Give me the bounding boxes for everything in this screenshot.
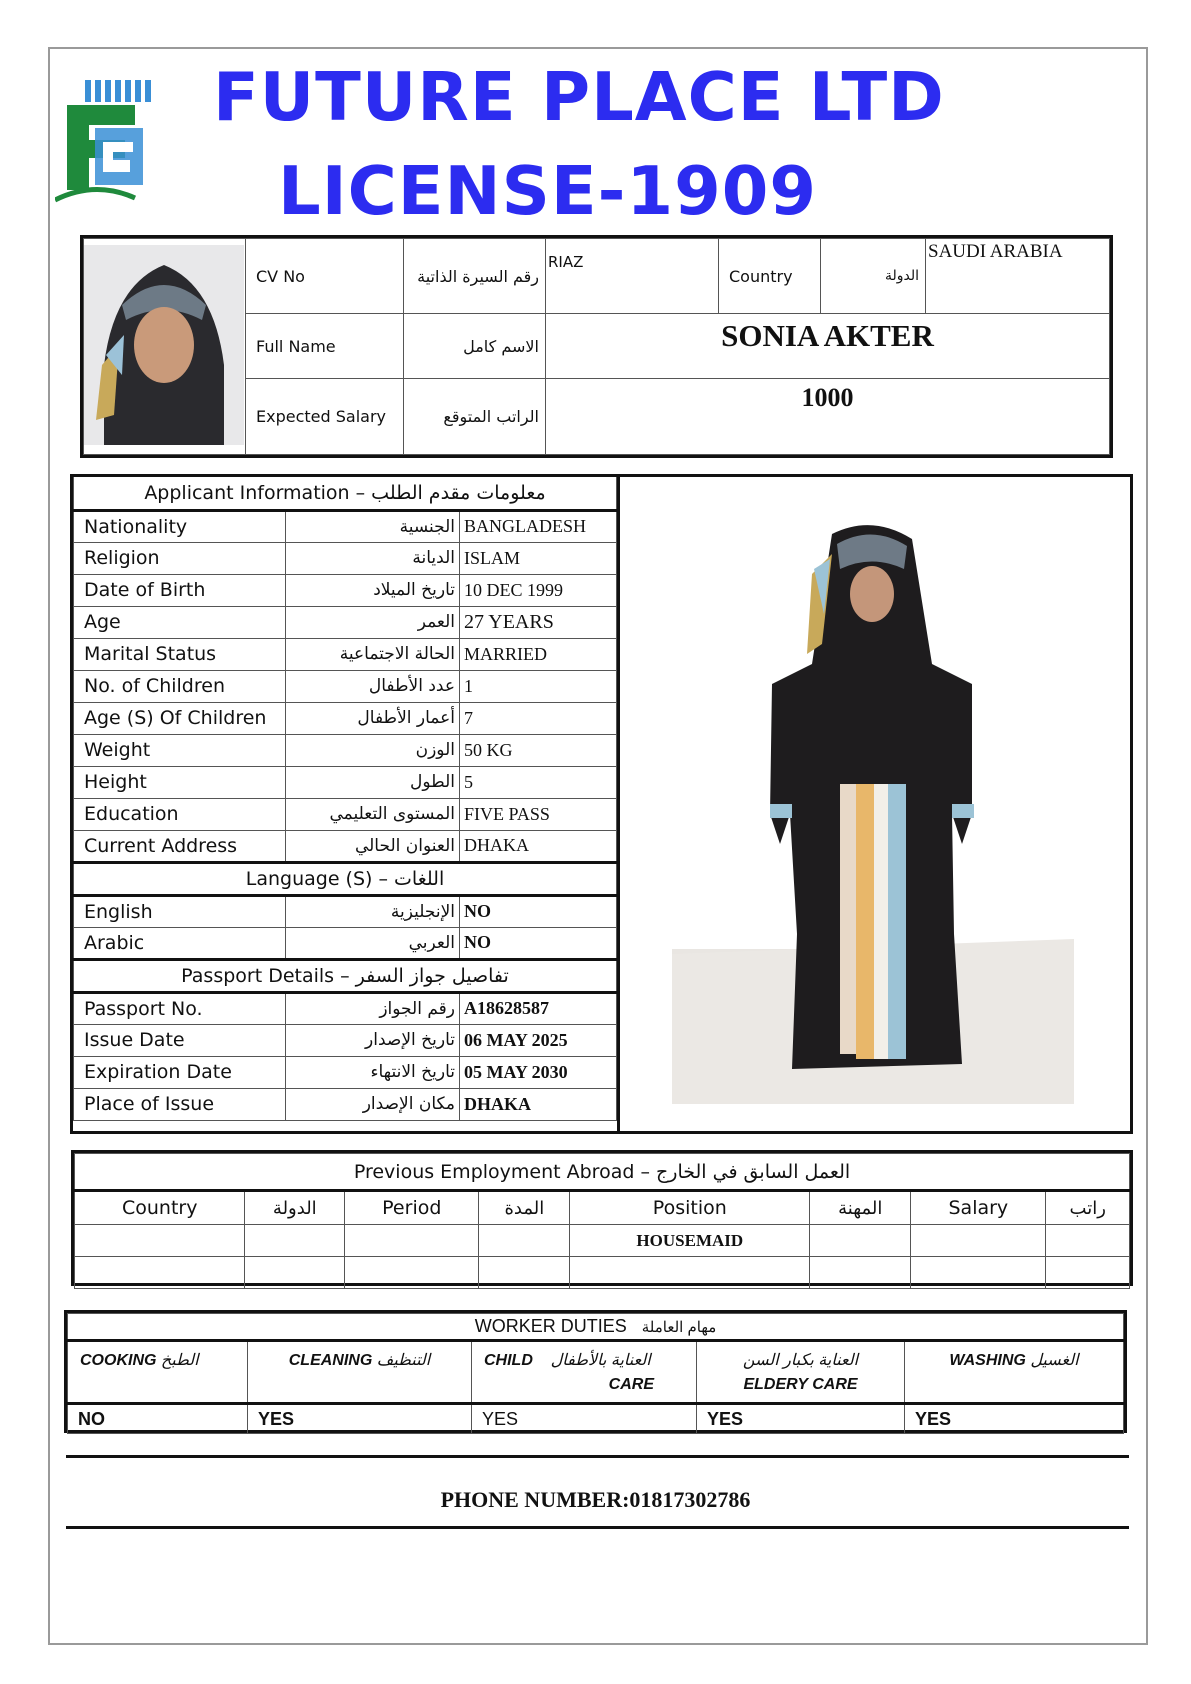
weight-value: 50 KG bbox=[460, 734, 617, 766]
passport-no-value: A18628587 bbox=[460, 992, 617, 1024]
applicant-information-title: Applicant Information – معلومات مقدم الطلب bbox=[74, 477, 617, 510]
religion-label: Religion bbox=[74, 542, 286, 574]
height-label: Height bbox=[74, 766, 286, 798]
table-row bbox=[74, 510, 617, 542]
license-number: LICENSE-1909 bbox=[278, 152, 817, 230]
previous-employment-section bbox=[71, 1150, 1133, 1286]
table-row bbox=[74, 1088, 617, 1120]
expected-salary-label: Expected Salary bbox=[246, 379, 404, 455]
duty-washing-label-ar: الغسيل bbox=[1030, 1352, 1079, 1369]
table-row bbox=[74, 638, 617, 670]
worker-duties-title-en: WORKER DUTIES bbox=[474, 1316, 627, 1336]
religion-label-ar: الديانة bbox=[286, 542, 460, 574]
duty-cleaning-label-ar: التنظيف bbox=[376, 1352, 431, 1369]
english-label-ar: الإنجليزية bbox=[286, 895, 460, 927]
full-body-photo bbox=[672, 514, 1074, 1104]
date-of-birth-label-ar: تاريخ الميلاد bbox=[286, 574, 460, 606]
full-name-value: SONIA AKTER bbox=[546, 314, 1110, 379]
duty-eldery-care-label-ar: العناية بكبار السن bbox=[742, 1352, 859, 1369]
duty-eldery-care-header bbox=[697, 1341, 905, 1404]
duty-cooking-header bbox=[68, 1341, 248, 1404]
table-row bbox=[74, 830, 617, 862]
phone-number: PHONE NUMBER:01817302786 bbox=[440, 1487, 751, 1512]
country-label-ar: الدولة bbox=[821, 239, 926, 314]
age-label: Age bbox=[74, 606, 286, 638]
arabic-value: NO bbox=[460, 927, 617, 959]
portrait-photo bbox=[84, 239, 246, 455]
duty-eldery-care-value: YES bbox=[697, 1404, 905, 1434]
duty-washing-value: YES bbox=[905, 1404, 1124, 1434]
children-age-label-ar: أعمار الأطفال bbox=[286, 702, 460, 734]
divider bbox=[66, 1526, 1129, 1529]
marital-status-value: MARRIED bbox=[460, 638, 617, 670]
education-label: Education bbox=[74, 798, 286, 830]
duty-cooking-value: NO bbox=[68, 1404, 248, 1434]
current-address-value: DHAKA bbox=[460, 830, 617, 862]
applicant-information-table bbox=[73, 477, 617, 1121]
emp-period-header-ar: المدة bbox=[479, 1191, 570, 1225]
cv-no-value: RIAZ bbox=[546, 239, 719, 314]
duty-cleaning-label: CLEANING bbox=[288, 1352, 373, 1369]
duty-child-care-label-ar: العناية بالأطفال bbox=[550, 1352, 651, 1369]
emp-salary-header-ar: راتب bbox=[1046, 1191, 1130, 1225]
marital-status-label: Marital Status bbox=[74, 638, 286, 670]
duty-child-care-header bbox=[472, 1341, 697, 1404]
table-row bbox=[74, 734, 617, 766]
weight-label-ar: الوزن bbox=[286, 734, 460, 766]
portrait-image bbox=[84, 245, 244, 445]
cv-no-label: CV No bbox=[246, 239, 404, 314]
place-of-issue-label-ar: مكان الإصدار bbox=[286, 1088, 460, 1120]
worker-duties-table bbox=[67, 1313, 1124, 1434]
expiration-date-value: 05 MAY 2030 bbox=[460, 1056, 617, 1088]
table-row bbox=[75, 1225, 1130, 1257]
children-count-label-ar: عدد الأطفال bbox=[286, 670, 460, 702]
passport-details-title: Passport Details – تفاصيل جواز السفر bbox=[74, 959, 617, 992]
nationality-value: BANGLADESH bbox=[460, 510, 617, 542]
date-of-birth-value: 10 DEC 1999 bbox=[460, 574, 617, 606]
table-row bbox=[74, 606, 617, 638]
duty-cooking-label-ar: الطبخ bbox=[160, 1352, 199, 1369]
emp-country-header-ar: الدولة bbox=[245, 1191, 345, 1225]
weight-label: Weight bbox=[74, 734, 286, 766]
education-value: FIVE PASS bbox=[460, 798, 617, 830]
place-of-issue-value: DHAKA bbox=[460, 1088, 617, 1120]
expiration-date-label: Expiration Date bbox=[74, 1056, 286, 1088]
worker-duties-title bbox=[68, 1314, 1124, 1341]
english-value: NO bbox=[460, 895, 617, 927]
full-name-label: Full Name bbox=[246, 314, 404, 379]
children-count-value: 1 bbox=[460, 670, 617, 702]
duty-cleaning-header bbox=[248, 1341, 472, 1404]
table-row bbox=[74, 927, 617, 959]
table-row bbox=[74, 895, 617, 927]
children-age-label: Age (S) Of Children bbox=[74, 702, 286, 734]
age-value: 27 YEARS bbox=[460, 606, 617, 638]
duty-cleaning-value: YES bbox=[248, 1404, 472, 1434]
passport-no-label: Passport No. bbox=[74, 992, 286, 1024]
table-row bbox=[74, 1056, 617, 1088]
table-row bbox=[74, 766, 617, 798]
emp-country-header: Country bbox=[75, 1191, 245, 1225]
country-label: Country bbox=[719, 239, 821, 314]
company-logo-icon bbox=[55, 80, 165, 215]
table-row bbox=[74, 702, 617, 734]
education-label-ar: المستوى التعليمي bbox=[286, 798, 460, 830]
emp-position-header: Position bbox=[570, 1191, 810, 1225]
table-row bbox=[74, 542, 617, 574]
emp-position-header-ar: المهنة bbox=[810, 1191, 911, 1225]
passport-no-label-ar: رقم الجواز bbox=[286, 992, 460, 1024]
current-address-label: Current Address bbox=[74, 830, 286, 862]
duty-child-care-label: CHILD bbox=[484, 1352, 533, 1369]
height-label-ar: الطول bbox=[286, 766, 460, 798]
expected-salary-value: 1000 bbox=[546, 379, 1110, 455]
children-count-label: No. of Children bbox=[74, 670, 286, 702]
cv-no-label-ar: رقم السيرة الذاتية bbox=[404, 239, 546, 314]
marital-status-label-ar: الحالة الاجتماعية bbox=[286, 638, 460, 670]
full-name-label-ar: الاسم كامل bbox=[404, 314, 546, 379]
table-row bbox=[74, 992, 617, 1024]
current-address-label-ar: العنوان الحالي bbox=[286, 830, 460, 862]
height-value: 5 bbox=[460, 766, 617, 798]
emp-period-header: Period bbox=[345, 1191, 479, 1225]
duty-cooking-label: COOKING bbox=[80, 1352, 157, 1369]
emp-position-value: HOUSEMAID bbox=[570, 1225, 810, 1257]
religion-value: ISLAM bbox=[460, 542, 617, 574]
table-row bbox=[74, 798, 617, 830]
english-label: English bbox=[74, 895, 286, 927]
children-age-value: 7 bbox=[460, 702, 617, 734]
age-label-ar: العمر bbox=[286, 606, 460, 638]
issue-date-label: Issue Date bbox=[74, 1024, 286, 1056]
date-of-birth-label: Date of Birth bbox=[74, 574, 286, 606]
expected-salary-label-ar: الراتب المتوقع bbox=[404, 379, 546, 455]
duty-child-care-value: YES bbox=[472, 1404, 697, 1434]
company-name: FUTURE PLACE LTD bbox=[213, 58, 945, 136]
emp-salary-header: Salary bbox=[911, 1191, 1046, 1225]
expiration-date-label-ar: تاريخ الانتهاء bbox=[286, 1056, 460, 1088]
issue-date-label-ar: تاريخ الإصدار bbox=[286, 1024, 460, 1056]
nationality-label-ar: الجنسية bbox=[286, 510, 460, 542]
duty-washing-header bbox=[905, 1341, 1124, 1404]
nationality-label: Nationality bbox=[74, 510, 286, 542]
worker-duties-section bbox=[64, 1310, 1127, 1433]
country-value: SAUDI ARABIA bbox=[926, 239, 1110, 314]
table-row bbox=[74, 574, 617, 606]
cv-summary-table bbox=[80, 235, 1113, 458]
table-row bbox=[75, 1257, 1130, 1289]
duty-washing-label: WASHING bbox=[949, 1352, 1026, 1369]
table-row bbox=[74, 670, 617, 702]
worker-duties-title-ar: مهام العاملة bbox=[641, 1319, 717, 1336]
language-title: Language (S) – اللغات bbox=[74, 862, 617, 895]
arabic-label: Arabic bbox=[74, 927, 286, 959]
issue-date-value: 06 MAY 2025 bbox=[460, 1024, 617, 1056]
previous-employment-title: Previous Employment Abroad – العمل السابق في الخارج bbox=[75, 1154, 1130, 1191]
place-of-issue-label: Place of Issue bbox=[74, 1088, 286, 1120]
divider bbox=[66, 1455, 1129, 1458]
duty-eldery-care-label: ELDERY CARE bbox=[743, 1376, 858, 1393]
previous-employment-table bbox=[74, 1153, 1130, 1289]
table-row bbox=[74, 1024, 617, 1056]
duty-child-care-label-line2: CARE bbox=[608, 1376, 654, 1393]
arabic-label-ar: العربي bbox=[286, 927, 460, 959]
